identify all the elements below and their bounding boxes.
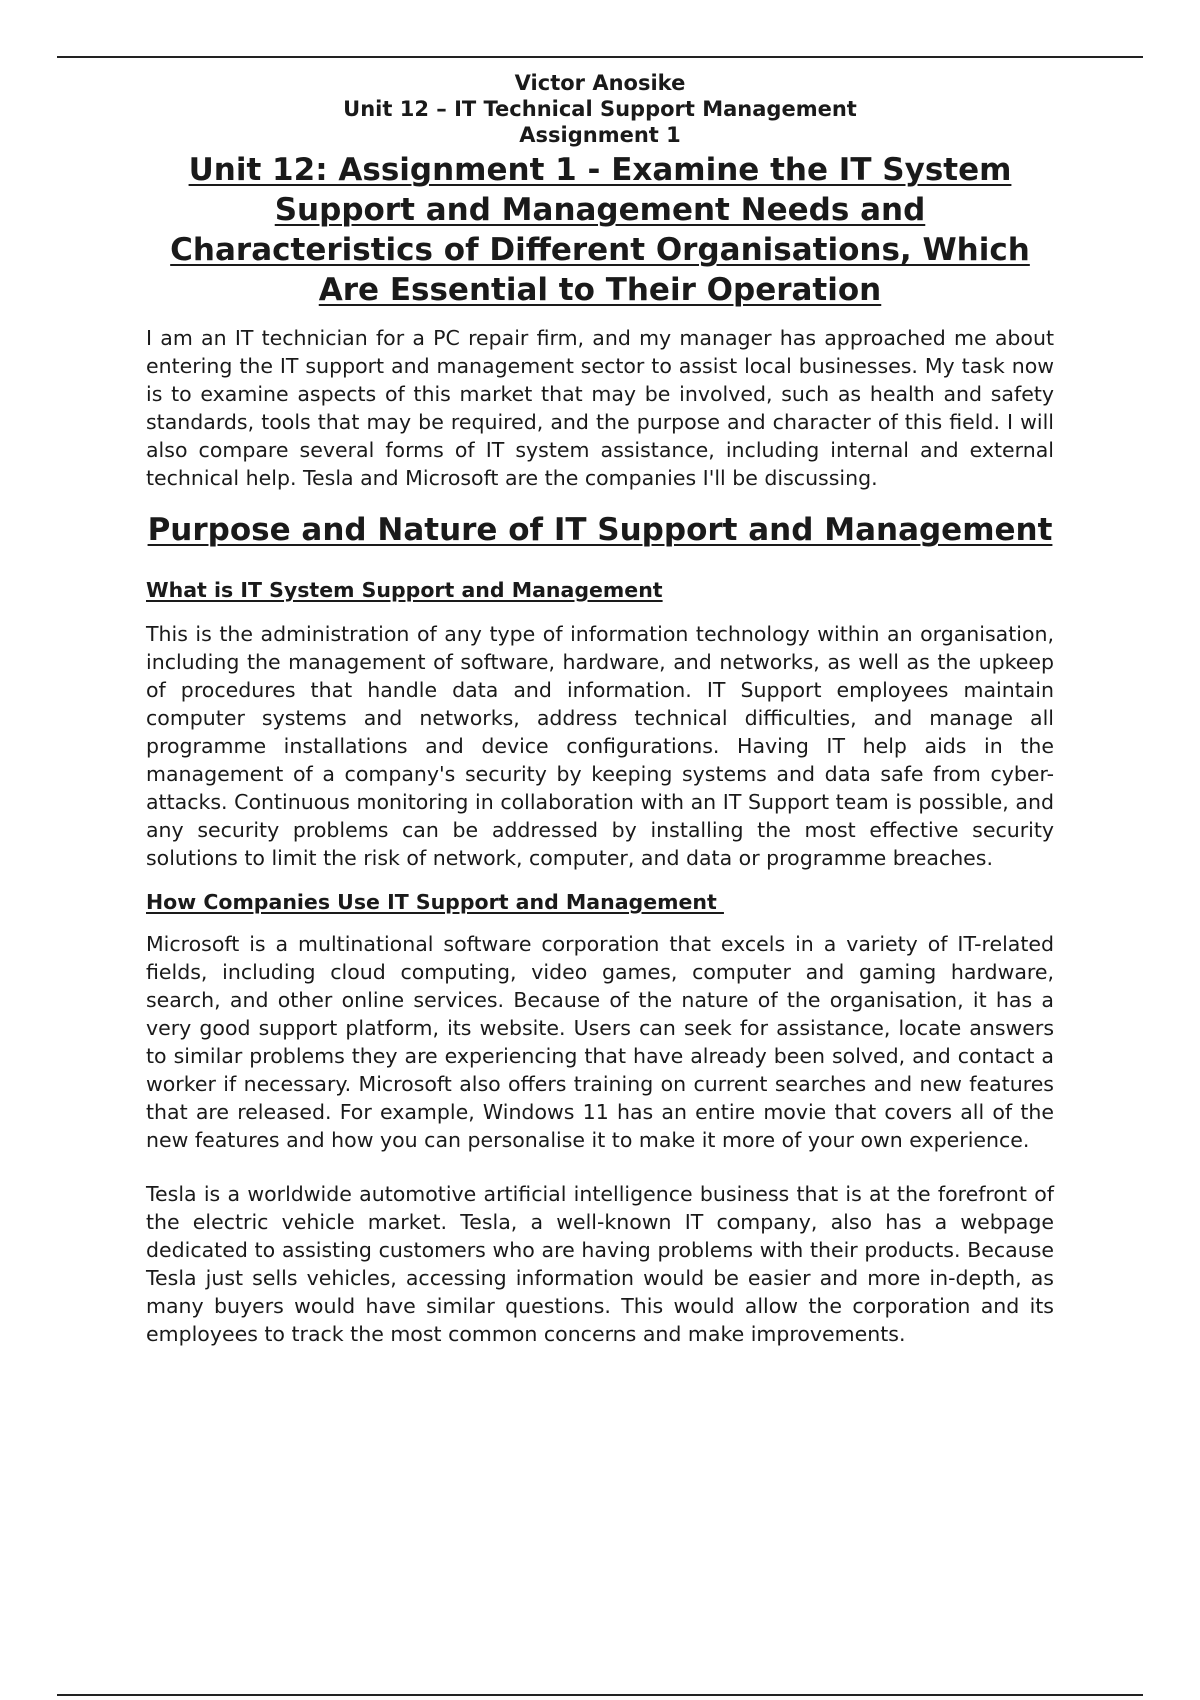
document-title: Unit 12: Assignment 1 - Examine the IT System Support and Management Needs and Characteristics of Different Organisations, Which Are Essential to Their Operation bbox=[170, 152, 1030, 308]
course-name: Unit 12 – IT Technical Support Management bbox=[343, 97, 857, 121]
subheading-what-is-it-support: What is IT System Support and Management bbox=[146, 577, 663, 602]
document-body bbox=[146, 150, 1054, 1348]
header-rule bbox=[57, 56, 1143, 58]
footer-rule bbox=[57, 1694, 1143, 1696]
intro-paragraph: I am an IT technician for a PC repair firm, and my manager has approached me about entering the IT support and management sector to assist local businesses. My task now is to examine aspects of this market that may be involved, such as health and safety standards, tools that may be required, and the purpose and character of this field. I will also compare several forms of IT system assistance, including internal and external technical help. Tesla and Microsoft are the companies I'll be discussing. bbox=[146, 326, 1054, 490]
paragraph-tesla: Tesla is a worldwide automotive artificial intelligence business that is at the forefront of the electric vehicle market. Tesla, a well-known IT company, also has a webpage dedicated to assisting customers who are having problems with their products. Because Tesla just sells vehicles, accessing information would be easier and more in-depth, as many buyers would have similar questions. This would allow the corporation and its employees to track the most common concerns and make improvements. bbox=[146, 1181, 1054, 1346]
assignment-label: Assignment 1 bbox=[519, 123, 681, 147]
subheading-how-companies-use: How Companies Use IT Support and Management bbox=[146, 889, 724, 914]
paragraph-microsoft: Microsoft is a multinational software corporation that excels in a variety of IT-related fields, including cloud computing, video games, computer and gaming hardware, search, and other online services. Because of the nature of the organisation, it has a very good support platform, its website. Users can seek for assistance, locate answers to similar problems they are experiencing that have already been solved, and contact a worker if necessary. Microsoft also offers training on current searches and new features that are released. For example, Windows 11 has an entire movie that covers all of the new features and how you can personalise it to make it more of your own experience. bbox=[146, 931, 1054, 1152]
paragraph-spacer bbox=[146, 1154, 1054, 1180]
paragraph-it-support-definition: This is the administration of any type of information technology within an organisation, including the management of software, hardware, and networks, as well as the upkeep of procedures that handle data and information. IT Support employees maintain computer systems and networks, address technical difficulties, and manage all programme installations and device configurations. Having IT help aids in the management of a company's security by keeping systems and data safe from cyber-attacks. Continuous monitoring in collaboration with an IT Support team is possible, and any security problems can be addressed by installing the most effective security solutions to limit the risk of network, computer, and data or programme breaches. bbox=[146, 621, 1054, 870]
section-title: Purpose and Nature of IT Support and Management bbox=[147, 512, 1053, 548]
author-name: Victor Anosike bbox=[514, 71, 686, 95]
document-header bbox=[0, 70, 1200, 148]
